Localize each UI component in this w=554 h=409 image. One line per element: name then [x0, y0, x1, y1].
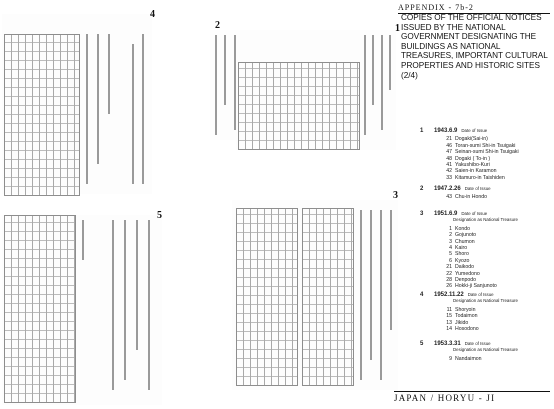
doc-number-1: 1 [395, 23, 400, 34]
building-name: Kitamuro-in Taishiden [455, 174, 505, 181]
building-name: Dogaki ( To-in ) [455, 155, 491, 162]
designation-entry [420, 186, 491, 201]
building-name: Jikido [455, 319, 469, 326]
designation-label: Designation as National Treasure [453, 347, 518, 353]
text-column [136, 220, 138, 350]
building-list [420, 226, 518, 290]
building-name: Shoryoin [455, 306, 476, 313]
text-column [215, 35, 217, 135]
notice-document-1 [236, 30, 396, 150]
building-number: 42 [446, 168, 452, 175]
building-number: 6 [449, 257, 452, 264]
text-column [108, 34, 110, 114]
doc-number-3: 3 [393, 190, 398, 201]
notice-table [4, 34, 80, 196]
notice-table [238, 62, 360, 150]
building-number: 14 [446, 326, 452, 333]
entry-number: 3 [420, 211, 424, 217]
text-column [360, 210, 362, 380]
entry-number: 5 [420, 341, 424, 347]
entry-number: 2 [420, 186, 424, 192]
issue-date: 1947.2.26 [434, 186, 461, 192]
building-number: 28 [446, 277, 452, 284]
notice-table [236, 208, 298, 386]
building-name: Kondo [455, 225, 471, 232]
building-item [440, 283, 518, 289]
building-number: 21 [446, 264, 452, 271]
text-column [370, 210, 372, 360]
page-heading: COPIES OF THE OFFICIAL NOTICES ISSUED BY THE NATIONAL GOVERNMENT DESIGNATING THE BUILDINGS AS NATIONAL TREASURES, IMPORTANT CULTURAL PROPERTIES AND HISTORIC SITES (2/4) [401, 13, 548, 80]
text-column [372, 35, 374, 105]
text-column [124, 220, 126, 380]
doc-number-2: 2 [215, 20, 220, 31]
text-column [82, 220, 84, 260]
issue-date: 1951.6.9 [434, 211, 458, 217]
text-column [380, 210, 382, 380]
doc-number-4: 4 [150, 9, 155, 20]
building-number: 4 [449, 245, 452, 252]
building-list [420, 194, 491, 200]
building-name: Kairo [455, 245, 468, 252]
date-label: Date of Issue [464, 186, 491, 191]
building-name: Hosodono [455, 326, 479, 333]
building-name: Saien-in Karamon [455, 168, 497, 175]
text-column [112, 220, 114, 390]
doc-number-5: 5 [157, 210, 162, 221]
building-name: Chu-in Hondo [455, 194, 488, 201]
designation-entry [420, 211, 518, 290]
building-number: 5 [449, 251, 452, 258]
building-number: 13 [446, 319, 452, 326]
notice-document-4 [2, 14, 152, 194]
entry-number: 1 [420, 128, 424, 134]
entry-header [420, 186, 491, 192]
building-number: 21 [446, 136, 452, 143]
building-list [420, 307, 518, 333]
building-number: 43 [446, 194, 452, 201]
building-name: Gojunoto [455, 232, 477, 239]
building-list [420, 356, 518, 362]
building-number: 11 [446, 306, 452, 313]
text-column [364, 35, 366, 135]
building-item [440, 356, 518, 362]
date-label: Date of Issue [461, 211, 488, 216]
building-name: Shoro [455, 251, 469, 258]
building-item [440, 326, 518, 332]
notice-document-5 [2, 215, 162, 405]
building-number: 47 [446, 149, 452, 156]
notice-table [302, 208, 354, 386]
designation-entry [420, 292, 518, 332]
text-column [148, 220, 150, 390]
building-name: Chumon [455, 238, 475, 245]
building-number: 33 [446, 174, 452, 181]
building-name: Seinan-sumi Shi-in Tsuigaki [455, 149, 519, 156]
building-name: Toran-sumi Shi-in Tsuigaki [455, 142, 516, 149]
issue-date: 1943.6.9 [434, 128, 458, 134]
text-column [132, 44, 134, 184]
text-column [389, 35, 391, 90]
building-name: Nandaimon [455, 355, 482, 362]
building-number: 3 [449, 238, 452, 245]
building-name: Dogaki(Sai-in) [455, 136, 488, 143]
building-name: Hokki-ji Sanjunoto [455, 283, 497, 290]
building-number: 41 [446, 162, 452, 169]
entry-number: 4 [420, 292, 424, 298]
building-name: Yakushibo-Kuri [455, 162, 490, 169]
building-name: Todaimon [455, 313, 478, 320]
building-number: 48 [446, 155, 452, 162]
building-number: 2 [449, 232, 452, 239]
text-column [390, 210, 392, 330]
building-number: 22 [446, 270, 452, 277]
date-label: Date of Issue [461, 128, 488, 133]
designation-label: Designation as National Treasure [453, 298, 518, 304]
issue-date: 1952.11.22 [434, 292, 464, 298]
page-footer: JAPAN / HORYU - JI [394, 391, 550, 403]
designation-label: Designation as National Treasure [453, 217, 518, 223]
designation-entry [420, 128, 519, 181]
text-column [381, 35, 383, 130]
building-number: 26 [446, 283, 452, 290]
building-list [420, 136, 519, 181]
text-column [224, 35, 226, 105]
notice-document-3 [232, 200, 398, 390]
building-number: 9 [449, 355, 452, 362]
building-name: Daikodo [455, 264, 475, 271]
building-number: 46 [446, 142, 452, 149]
notice-table [4, 215, 76, 403]
date-label: Date of Issue [467, 292, 494, 297]
date-label: Date of Issue [464, 341, 491, 346]
appendix-label: APPENDIX - 7b-2 [398, 3, 550, 14]
building-number: 15 [446, 313, 452, 320]
entry-header [420, 128, 519, 134]
text-column [142, 34, 144, 184]
building-name: Yumedono [455, 270, 480, 277]
text-column [86, 34, 88, 184]
building-name: Denpodo [455, 277, 477, 284]
building-item [440, 194, 491, 200]
issue-date: 1953.3.31 [434, 341, 461, 347]
building-item [440, 175, 519, 181]
text-column [97, 34, 99, 164]
building-number: 1 [449, 225, 452, 232]
designation-entry [420, 341, 518, 362]
building-name: Kyozo [455, 257, 470, 264]
